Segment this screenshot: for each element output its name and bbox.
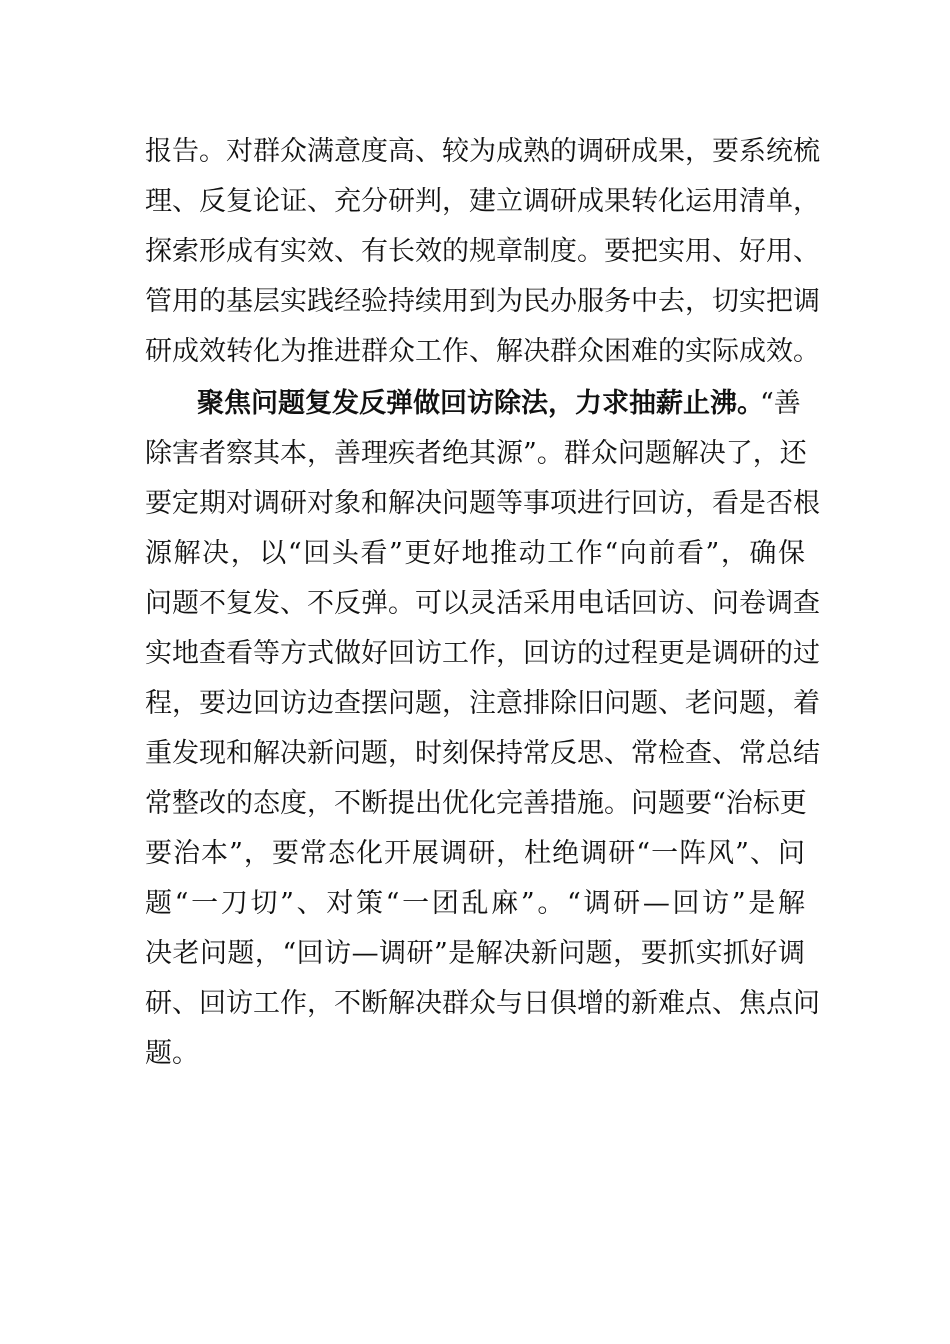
line-text: 实地查看等方式做好回访工作，回访的过程更是调研的过 bbox=[145, 638, 820, 669]
paragraph-2-line-2 bbox=[0, 429, 950, 479]
line-text: 报告。对群众满意度高、较为成熟的调研成果，要系统梳 bbox=[145, 136, 820, 167]
paragraph-2-line-7 bbox=[0, 679, 950, 729]
line-text: 要治本”，要常态化开展调研，杜绝调研“一阵风”、问 bbox=[145, 838, 805, 869]
paragraph-1-line-4 bbox=[0, 277, 950, 327]
paragraph-heading-tail: “善 bbox=[760, 388, 801, 419]
line-text: 源解决，以“回头看”更好地推动工作“向前看”，确保 bbox=[145, 538, 805, 569]
line-text: 探索形成有实效、有长效的规章制度。要把实用、好用、 bbox=[145, 236, 820, 267]
line-text: 研、回访工作，不断解决群众与日俱增的新难点、焦点问 bbox=[145, 988, 820, 1019]
line-text: 重发现和解决新问题，时刻保持常反思、常检查、常总结 bbox=[145, 738, 820, 769]
paragraph-2-line-8 bbox=[0, 729, 950, 779]
line-text: 要定期对调研对象和解决问题等事项进行回访，看是否根 bbox=[145, 488, 820, 519]
paragraph-2-line-12 bbox=[0, 929, 950, 979]
line-text: 管用的基层实践经验持续用到为民办服务中去，切实把调 bbox=[145, 286, 820, 317]
paragraph-2-line-3 bbox=[0, 479, 950, 529]
paragraph-1-line-3 bbox=[0, 227, 950, 277]
paragraph-2-line-1 bbox=[0, 379, 950, 429]
line-text: 问题不复发、不反弹。可以灵活采用电话回访、问卷调查 bbox=[145, 588, 820, 619]
paragraph-2-line-6 bbox=[0, 629, 950, 679]
paragraph-2-line-13 bbox=[0, 979, 950, 1029]
line-text: 常整改的态度，不断提出优化完善措施。问题要“治标更 bbox=[145, 788, 807, 819]
paragraph-1-line-1 bbox=[0, 127, 950, 177]
line-text: 程，要边回访边查摆问题，注意排除旧问题、老问题，着 bbox=[145, 688, 820, 719]
line-text: 理、反复论证、充分研判，建立调研成果转化运用清单， bbox=[145, 186, 820, 217]
paragraph-2-line-5 bbox=[0, 579, 950, 629]
paragraph-2-line-9 bbox=[0, 779, 950, 829]
paragraph-2-line-14 bbox=[0, 1029, 950, 1079]
paragraph-2-line-4 bbox=[0, 529, 950, 579]
line-text: 研成效转化为推进群众工作、解决群众困难的实际成效。 bbox=[145, 336, 820, 367]
paragraph-2-line-10 bbox=[0, 829, 950, 879]
paragraph-2-line-11 bbox=[0, 879, 950, 929]
paragraph-1-line-5 bbox=[0, 327, 950, 377]
paragraph-1-line-2 bbox=[0, 177, 950, 227]
line-text: 题。 bbox=[145, 1038, 199, 1069]
line-text: 决老问题，“回访—调研”是解决新问题，要抓实抓好调 bbox=[145, 938, 805, 969]
line-text: 题“一刀切”、对策“一团乱麻”。“调研—回访”是解 bbox=[145, 888, 805, 919]
paragraph-heading: 聚焦问题复发反弹做回访除法，力求抽薪止沸。 bbox=[197, 388, 764, 419]
line-text: 除害者察其本，善理疾者绝其源”。群众问题解决了，还 bbox=[145, 438, 807, 469]
